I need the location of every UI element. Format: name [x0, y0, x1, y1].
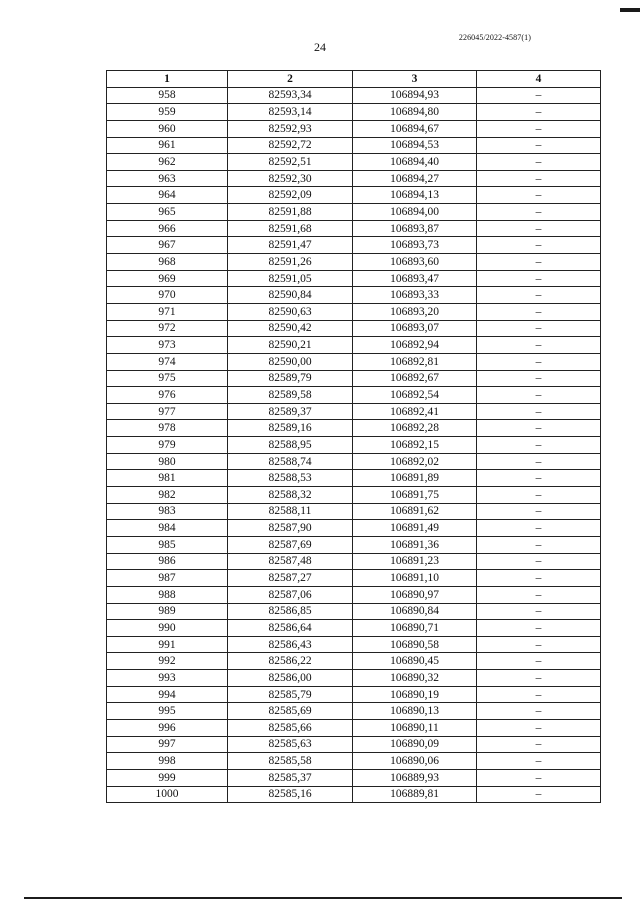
x-coordinate-cell: 82585,66: [228, 719, 353, 736]
y-coordinate-cell: 106893,73: [353, 237, 477, 254]
note-cell: –: [477, 570, 601, 587]
y-coordinate-cell: 106892,81: [353, 353, 477, 370]
table-row: [107, 237, 601, 254]
point-number-cell: 977: [107, 403, 228, 420]
column-header-3: 3: [353, 71, 477, 88]
note-cell: –: [477, 87, 601, 104]
x-coordinate-cell: 82589,58: [228, 387, 353, 404]
table-row: [107, 220, 601, 237]
point-number-cell: 988: [107, 586, 228, 603]
point-number-cell: 993: [107, 670, 228, 687]
y-coordinate-cell: 106894,67: [353, 120, 477, 137]
x-coordinate-cell: 82591,05: [228, 270, 353, 287]
point-number-cell: 975: [107, 370, 228, 387]
y-coordinate-cell: 106892,28: [353, 420, 477, 437]
point-number-cell: 997: [107, 736, 228, 753]
document-reference: 226045/2022-4587(1): [458, 33, 531, 42]
x-coordinate-cell: 82590,84: [228, 287, 353, 304]
y-coordinate-cell: 106890,06: [353, 753, 477, 770]
y-coordinate-cell: 106891,49: [353, 520, 477, 537]
point-number-cell: 995: [107, 703, 228, 720]
y-coordinate-cell: 106891,36: [353, 536, 477, 553]
note-cell: –: [477, 187, 601, 204]
y-coordinate-cell: 106891,10: [353, 570, 477, 587]
table-row: [107, 270, 601, 287]
table-row: [107, 536, 601, 553]
point-number-cell: 990: [107, 620, 228, 637]
y-coordinate-cell: 106890,09: [353, 736, 477, 753]
point-number-cell: 971: [107, 303, 228, 320]
note-cell: –: [477, 303, 601, 320]
table-row: [107, 769, 601, 786]
note-cell: –: [477, 636, 601, 653]
table-body: [107, 87, 601, 803]
table-row: [107, 670, 601, 687]
y-coordinate-cell: 106894,13: [353, 187, 477, 204]
point-number-cell: 962: [107, 154, 228, 171]
x-coordinate-cell: 82585,69: [228, 703, 353, 720]
note-cell: –: [477, 703, 601, 720]
point-number-cell: 960: [107, 120, 228, 137]
x-coordinate-cell: 82589,37: [228, 403, 353, 420]
note-cell: –: [477, 370, 601, 387]
point-number-cell: 959: [107, 104, 228, 121]
x-coordinate-cell: 82587,48: [228, 553, 353, 570]
point-number-cell: 982: [107, 487, 228, 504]
x-coordinate-cell: 82587,69: [228, 536, 353, 553]
table-row: [107, 636, 601, 653]
y-coordinate-cell: 106894,93: [353, 87, 477, 104]
y-coordinate-cell: 106893,20: [353, 303, 477, 320]
y-coordinate-cell: 106889,93: [353, 769, 477, 786]
y-coordinate-cell: 106890,13: [353, 703, 477, 720]
x-coordinate-cell: 82593,14: [228, 104, 353, 121]
point-number-cell: 972: [107, 320, 228, 337]
note-cell: –: [477, 553, 601, 570]
note-cell: –: [477, 420, 601, 437]
table-row: [107, 303, 601, 320]
note-cell: –: [477, 503, 601, 520]
y-coordinate-cell: 106890,45: [353, 653, 477, 670]
note-cell: –: [477, 520, 601, 537]
note-cell: –: [477, 170, 601, 187]
point-number-cell: 980: [107, 453, 228, 470]
note-cell: –: [477, 104, 601, 121]
point-number-cell: 985: [107, 536, 228, 553]
note-cell: –: [477, 254, 601, 271]
table-header: [107, 71, 601, 88]
note-cell: –: [477, 470, 601, 487]
table-row: [107, 719, 601, 736]
point-number-cell: 965: [107, 204, 228, 221]
x-coordinate-cell: 82585,37: [228, 769, 353, 786]
y-coordinate-cell: 106892,54: [353, 387, 477, 404]
y-coordinate-cell: 106893,33: [353, 287, 477, 304]
point-number-cell: 989: [107, 603, 228, 620]
table-row: [107, 254, 601, 271]
y-coordinate-cell: 106892,41: [353, 403, 477, 420]
note-cell: –: [477, 453, 601, 470]
x-coordinate-cell: 82592,09: [228, 187, 353, 204]
point-number-cell: 994: [107, 686, 228, 703]
note-cell: –: [477, 337, 601, 354]
table-row: [107, 154, 601, 171]
note-cell: –: [477, 753, 601, 770]
x-coordinate-cell: 82586,00: [228, 670, 353, 687]
table-row: [107, 420, 601, 437]
table-header-row: [107, 71, 601, 88]
point-number-cell: 970: [107, 287, 228, 304]
point-number-cell: 996: [107, 719, 228, 736]
y-coordinate-cell: 106894,27: [353, 170, 477, 187]
point-number-cell: 999: [107, 769, 228, 786]
note-cell: –: [477, 403, 601, 420]
point-number-cell: 992: [107, 653, 228, 670]
y-coordinate-cell: 106891,62: [353, 503, 477, 520]
x-coordinate-cell: 82593,34: [228, 87, 353, 104]
y-coordinate-cell: 106890,19: [353, 686, 477, 703]
table-row: [107, 337, 601, 354]
y-coordinate-cell: 106891,75: [353, 487, 477, 504]
point-number-cell: 981: [107, 470, 228, 487]
y-coordinate-cell: 106891,89: [353, 470, 477, 487]
column-header-1: 1: [107, 71, 228, 88]
y-coordinate-cell: 106893,47: [353, 270, 477, 287]
table-row: [107, 586, 601, 603]
point-number-cell: 961: [107, 137, 228, 154]
table-row: [107, 736, 601, 753]
x-coordinate-cell: 82585,79: [228, 686, 353, 703]
table-row: [107, 204, 601, 221]
note-cell: –: [477, 670, 601, 687]
point-number-cell: 979: [107, 437, 228, 454]
y-coordinate-cell: 106892,15: [353, 437, 477, 454]
y-coordinate-cell: 106890,71: [353, 620, 477, 637]
point-number-cell: 966: [107, 220, 228, 237]
table-row: [107, 120, 601, 137]
x-coordinate-cell: 82590,21: [228, 337, 353, 354]
note-cell: –: [477, 287, 601, 304]
y-coordinate-cell: 106890,11: [353, 719, 477, 736]
x-coordinate-cell: 82590,63: [228, 303, 353, 320]
table-row: [107, 353, 601, 370]
x-coordinate-cell: 82587,06: [228, 586, 353, 603]
note-cell: –: [477, 387, 601, 404]
note-cell: –: [477, 154, 601, 171]
point-number-cell: 986: [107, 553, 228, 570]
table-row: [107, 503, 601, 520]
table-row: [107, 653, 601, 670]
note-cell: –: [477, 653, 601, 670]
note-cell: –: [477, 437, 601, 454]
x-coordinate-cell: 82588,95: [228, 437, 353, 454]
x-coordinate-cell: 82591,26: [228, 254, 353, 271]
y-coordinate-cell: 106890,32: [353, 670, 477, 687]
y-coordinate-cell: 106890,97: [353, 586, 477, 603]
note-cell: –: [477, 137, 601, 154]
note-cell: –: [477, 237, 601, 254]
table-row: [107, 170, 601, 187]
coordinates-table: [106, 70, 601, 803]
table-row: [107, 620, 601, 637]
table-row: [107, 137, 601, 154]
x-coordinate-cell: 82591,68: [228, 220, 353, 237]
note-cell: –: [477, 719, 601, 736]
y-coordinate-cell: 106892,02: [353, 453, 477, 470]
table-row: [107, 703, 601, 720]
table-row: [107, 603, 601, 620]
x-coordinate-cell: 82586,85: [228, 603, 353, 620]
x-coordinate-cell: 82586,22: [228, 653, 353, 670]
point-number-cell: 983: [107, 503, 228, 520]
point-number-cell: 984: [107, 520, 228, 537]
note-cell: –: [477, 736, 601, 753]
point-number-cell: 973: [107, 337, 228, 354]
point-number-cell: 958: [107, 87, 228, 104]
x-coordinate-cell: 82588,53: [228, 470, 353, 487]
table-row: [107, 570, 601, 587]
note-cell: –: [477, 769, 601, 786]
table-row: [107, 104, 601, 121]
point-number-cell: 987: [107, 570, 228, 587]
x-coordinate-cell: 82586,43: [228, 636, 353, 653]
table-row: [107, 437, 601, 454]
x-coordinate-cell: 82585,16: [228, 786, 353, 803]
note-cell: –: [477, 586, 601, 603]
x-coordinate-cell: 82592,51: [228, 154, 353, 171]
y-coordinate-cell: 106892,67: [353, 370, 477, 387]
x-coordinate-cell: 82591,47: [228, 237, 353, 254]
note-cell: –: [477, 120, 601, 137]
x-coordinate-cell: 82587,90: [228, 520, 353, 537]
point-number-cell: 967: [107, 237, 228, 254]
table-row: [107, 553, 601, 570]
table-row: [107, 403, 601, 420]
note-cell: –: [477, 620, 601, 637]
y-coordinate-cell: 106890,58: [353, 636, 477, 653]
table-row: [107, 287, 601, 304]
note-cell: –: [477, 487, 601, 504]
column-header-2: 2: [228, 71, 353, 88]
table-row: [107, 453, 601, 470]
y-coordinate-cell: 106894,53: [353, 137, 477, 154]
point-number-cell: 978: [107, 420, 228, 437]
y-coordinate-cell: 106893,60: [353, 254, 477, 271]
x-coordinate-cell: 82586,64: [228, 620, 353, 637]
bottom-scan-rule: [24, 897, 622, 899]
column-header-4: 4: [477, 71, 601, 88]
table-row: [107, 370, 601, 387]
point-number-cell: 974: [107, 353, 228, 370]
note-cell: –: [477, 204, 601, 221]
y-coordinate-cell: 106891,23: [353, 553, 477, 570]
y-coordinate-cell: 106894,00: [353, 204, 477, 221]
table-row: [107, 470, 601, 487]
y-coordinate-cell: 106894,80: [353, 104, 477, 121]
x-coordinate-cell: 82585,63: [228, 736, 353, 753]
table-row: [107, 487, 601, 504]
x-coordinate-cell: 82588,74: [228, 453, 353, 470]
point-number-cell: 964: [107, 187, 228, 204]
point-number-cell: 968: [107, 254, 228, 271]
table-row: [107, 520, 601, 537]
table-row: [107, 786, 601, 803]
x-coordinate-cell: 82590,00: [228, 353, 353, 370]
note-cell: –: [477, 270, 601, 287]
x-coordinate-cell: 82585,58: [228, 753, 353, 770]
x-coordinate-cell: 82591,88: [228, 204, 353, 221]
x-coordinate-cell: 82589,16: [228, 420, 353, 437]
y-coordinate-cell: 106889,81: [353, 786, 477, 803]
x-coordinate-cell: 82592,30: [228, 170, 353, 187]
x-coordinate-cell: 82588,11: [228, 503, 353, 520]
point-number-cell: 963: [107, 170, 228, 187]
y-coordinate-cell: 106893,87: [353, 220, 477, 237]
table-row: [107, 87, 601, 104]
table-row: [107, 686, 601, 703]
x-coordinate-cell: 82589,79: [228, 370, 353, 387]
x-coordinate-cell: 82587,27: [228, 570, 353, 587]
table-row: [107, 320, 601, 337]
x-coordinate-cell: 82592,72: [228, 137, 353, 154]
y-coordinate-cell: 106894,40: [353, 154, 477, 171]
note-cell: –: [477, 320, 601, 337]
y-coordinate-cell: 106890,84: [353, 603, 477, 620]
x-coordinate-cell: 82590,42: [228, 320, 353, 337]
table-row: [107, 753, 601, 770]
y-coordinate-cell: 106893,07: [353, 320, 477, 337]
point-number-cell: 969: [107, 270, 228, 287]
note-cell: –: [477, 536, 601, 553]
point-number-cell: 1000: [107, 786, 228, 803]
note-cell: –: [477, 786, 601, 803]
table-row: [107, 387, 601, 404]
x-coordinate-cell: 82588,32: [228, 487, 353, 504]
note-cell: –: [477, 220, 601, 237]
note-cell: –: [477, 686, 601, 703]
y-coordinate-cell: 106892,94: [353, 337, 477, 354]
note-cell: –: [477, 603, 601, 620]
point-number-cell: 998: [107, 753, 228, 770]
page-number: 24: [314, 40, 326, 54]
point-number-cell: 991: [107, 636, 228, 653]
note-cell: –: [477, 353, 601, 370]
x-coordinate-cell: 82592,93: [228, 120, 353, 137]
scan-corner-mark: [620, 8, 640, 12]
table-row: [107, 187, 601, 204]
point-number-cell: 976: [107, 387, 228, 404]
